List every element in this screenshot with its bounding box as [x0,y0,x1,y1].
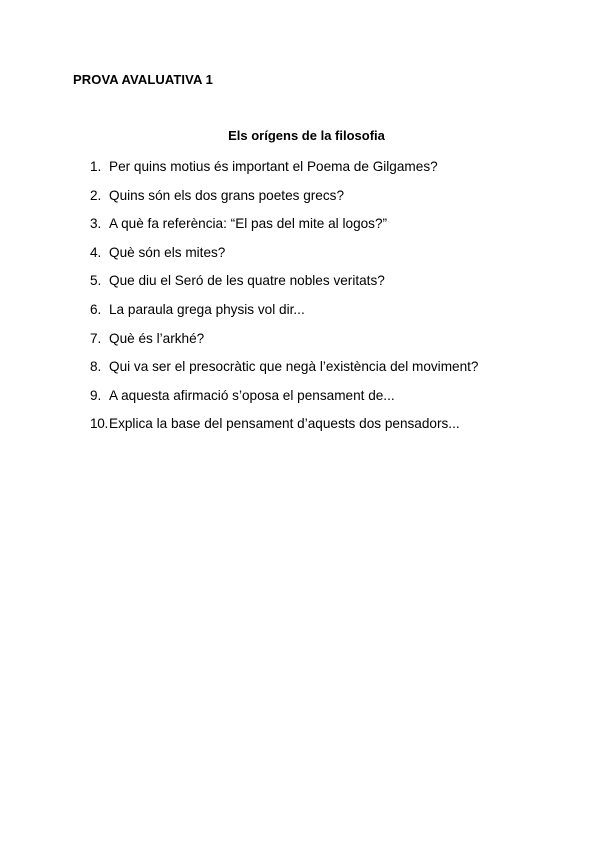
question-item-10 [90,412,478,441]
question-number: 8. [90,359,102,375]
question-item-8 [90,355,478,384]
question-text: A què fa referència: “El pas del mite al logos?” [109,216,388,232]
question-text: Per quins motius és important el Poema de Gilgames? [109,159,438,174]
question-number: 6. [90,301,102,317]
question-number: 2. [90,187,102,203]
question-item-6 [90,298,478,327]
question-item-9 [90,384,478,413]
question-text: Què és l’arkhé? [109,330,205,346]
question-item-4 [90,241,478,270]
question-number: 9. [90,387,102,403]
question-number: 10. [90,416,108,432]
question-number: 7. [90,330,102,346]
question-item-7 [90,327,478,356]
question-item-2 [90,184,478,213]
document-heading: PROVA AVALUATIVA 1 [73,72,213,87]
question-number: 4. [90,244,102,260]
question-item-3 [90,212,478,241]
question-text: Que diu el Seró de les quatre nobles veritats? [109,273,385,289]
question-text: Explica la base del pensament d’aquests dos pensadors... [109,416,460,432]
question-text: Qui va ser el presocràtic que negà l’existència del moviment? [109,359,479,375]
question-number: 5. [90,273,102,289]
question-text: A aquesta afirmació s’oposa el pensament de... [109,387,395,403]
question-number: 3. [90,216,102,232]
question-list [90,155,478,441]
question-item-1 [90,155,478,184]
question-number: 1. [90,159,102,174]
question-text: Què són els mites? [109,244,226,260]
document-title: Els orígens de la filosofia [228,128,385,143]
question-text: La paraula grega physis vol dir... [109,301,305,317]
question-item-5 [90,269,478,298]
question-text: Quins són els dos grans poetes grecs? [109,187,345,203]
